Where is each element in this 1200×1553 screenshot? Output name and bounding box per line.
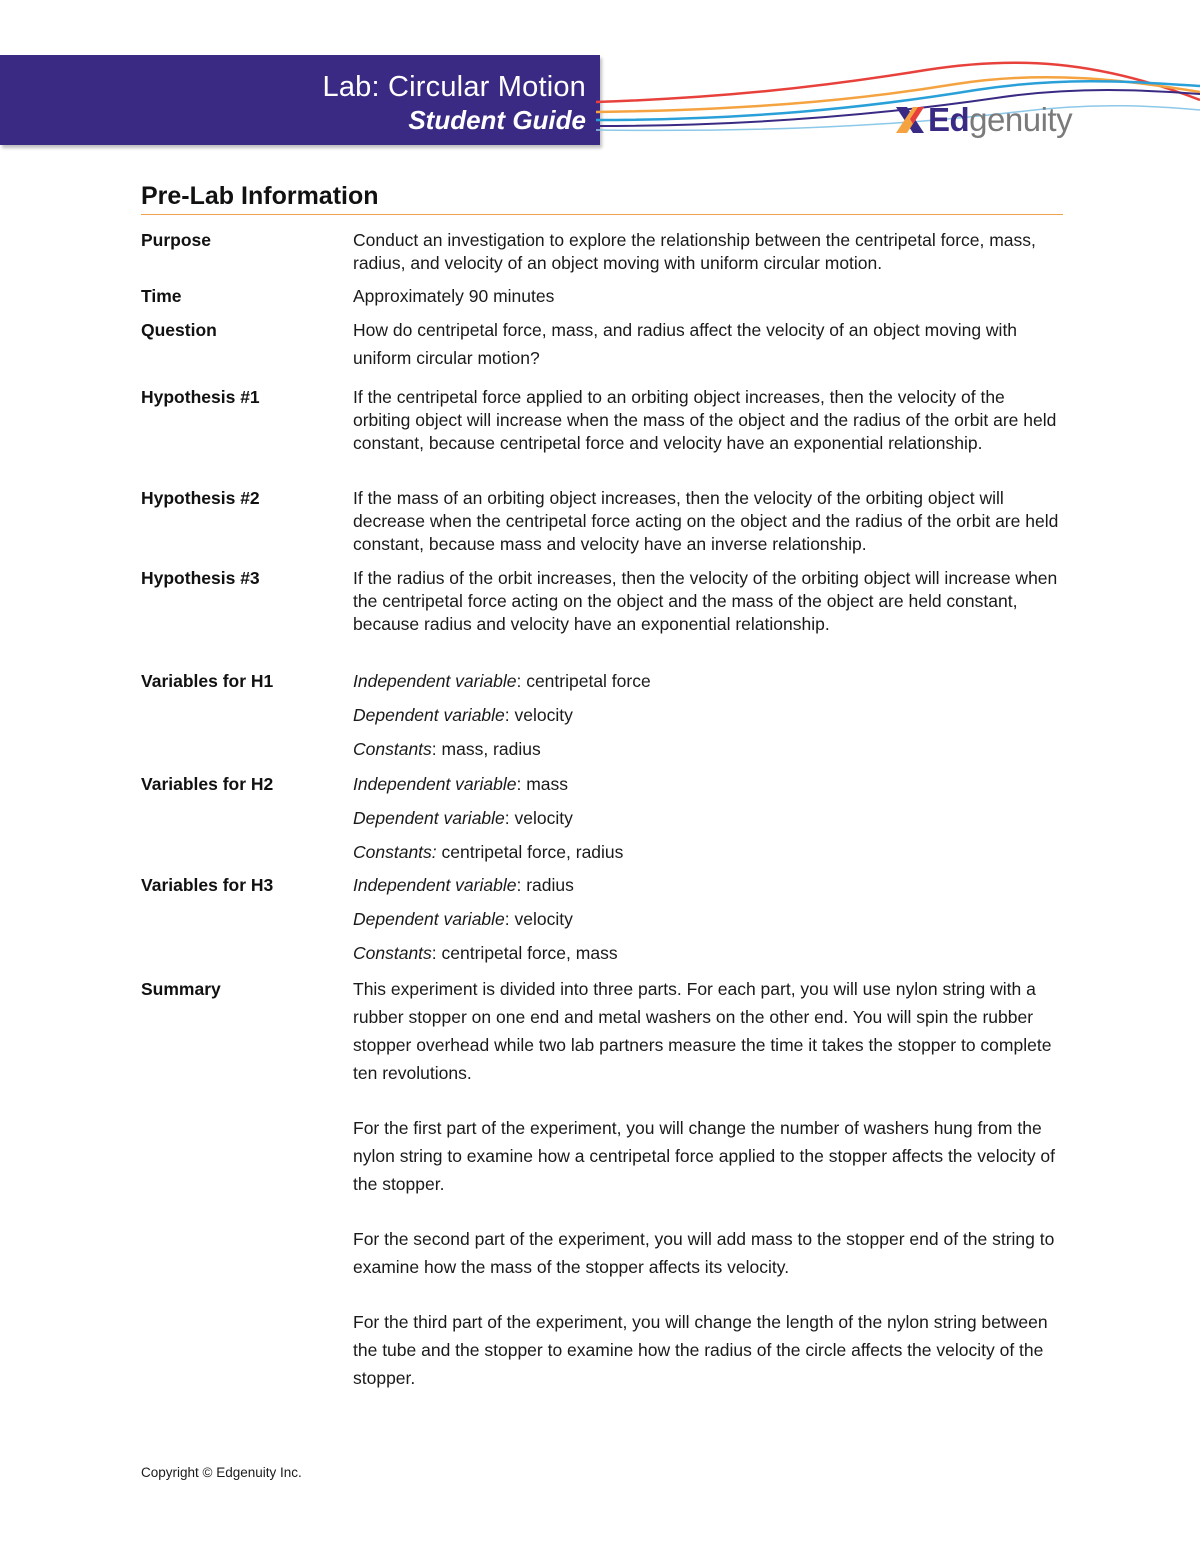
time-label: Time bbox=[141, 286, 182, 306]
independent-variable-line: Independent variable: centripetal force bbox=[353, 671, 651, 691]
edgenuity-logo bbox=[893, 100, 1072, 140]
summary-label: Summary bbox=[141, 979, 221, 999]
variables-h1-label: Variables for H1 bbox=[141, 671, 274, 691]
logo-wordmark: Edgenuity bbox=[928, 101, 1073, 138]
hypothesis-1-label: Hypothesis #1 bbox=[141, 387, 260, 407]
document-subtitle: Student Guide bbox=[408, 105, 586, 135]
header-banner bbox=[0, 55, 600, 145]
purpose-label: Purpose bbox=[141, 230, 212, 250]
summary-paragraph: For the third part of the experiment, you will change the length of the nylon string between the tube and the stopper to examine how the radius of the circle affects the velocity of the stopper. bbox=[353, 1312, 1048, 1388]
purpose-value: Conduct an investigation to explore the relationship between the centripetal force, mass, radius, and velocity of an object moving with uniform circular motion. bbox=[353, 230, 1036, 273]
constants-line: Constants: centripetal force, mass bbox=[353, 943, 618, 963]
summary-paragraph: This experiment is divided into three parts. For each part, you will use nylon string with a rubber stopper on one end and metal washers on the other end. You will spin the rubber stopper overhead while two lab partners measure the time it takes the stopper to complete ten revolutions. bbox=[353, 979, 1052, 1083]
variables-h2-value bbox=[353, 773, 1063, 875]
summary-paragraph: For the second part of the experiment, you will add mass to the stopper end of the string to examine how the mass of the stopper affects its velocity. bbox=[353, 1229, 1055, 1277]
question-value: How do centripetal force, mass, and radius affect the velocity of an object moving with uniform circular motion? bbox=[353, 320, 1018, 368]
variables-h3-value bbox=[353, 874, 1063, 976]
x-brand-icon bbox=[893, 103, 927, 137]
time-value: Approximately 90 minutes bbox=[353, 286, 555, 306]
hypothesis-1-value: If the centripetal force applied to an orbiting object increases, then the velocity of the orbiting object will increase when the mass of the object and the radius of the orbit are held constant, because centripetal force and velocity have an exponential relationship. bbox=[353, 387, 1057, 453]
section-divider bbox=[141, 214, 1063, 215]
variables-h1-value bbox=[353, 670, 1063, 772]
document-title: Lab: Circular Motion bbox=[322, 71, 586, 103]
summary-value bbox=[353, 975, 1063, 1419]
section-title: Pre-Lab Information bbox=[141, 182, 379, 210]
dependent-variable-line: Dependent variable: velocity bbox=[353, 808, 573, 828]
dependent-variable-line: Dependent variable: velocity bbox=[353, 705, 573, 725]
hypothesis-2-value: If the mass of an orbiting object increases, then the velocity of the orbiting object will decrease when the centripetal force acting on the object and the radius of the orbit are held constant, because mass and velocity have an inverse relationship. bbox=[353, 488, 1059, 554]
variables-h3-label: Variables for H3 bbox=[141, 875, 274, 895]
hypothesis-3-value: If the radius of the orbit increases, then the velocity of the orbiting object will increase when the centripetal force acting on the object and the mass of the object are held constant, because radius and velocity have an exponential relationship. bbox=[353, 568, 1058, 634]
independent-variable-line: Independent variable: mass bbox=[353, 774, 569, 794]
copyright-footer: Copyright © Edgenuity Inc. bbox=[141, 1465, 302, 1480]
dependent-variable-line: Dependent variable: velocity bbox=[353, 909, 573, 929]
hypothesis-3-label: Hypothesis #3 bbox=[141, 568, 260, 588]
variables-h2-label: Variables for H2 bbox=[141, 774, 274, 794]
constants-line: Constants: centripetal force, radius bbox=[353, 842, 624, 862]
question-label: Question bbox=[141, 320, 217, 340]
constants-line: Constants: mass, radius bbox=[353, 739, 541, 759]
independent-variable-line: Independent variable: radius bbox=[353, 875, 574, 895]
hypothesis-2-label: Hypothesis #2 bbox=[141, 488, 260, 508]
summary-paragraph: For the first part of the experiment, you will change the number of washers hung from the nylon string to examine how a centripetal force applied to the stopper affects the velocity of the stopper. bbox=[353, 1118, 1056, 1194]
